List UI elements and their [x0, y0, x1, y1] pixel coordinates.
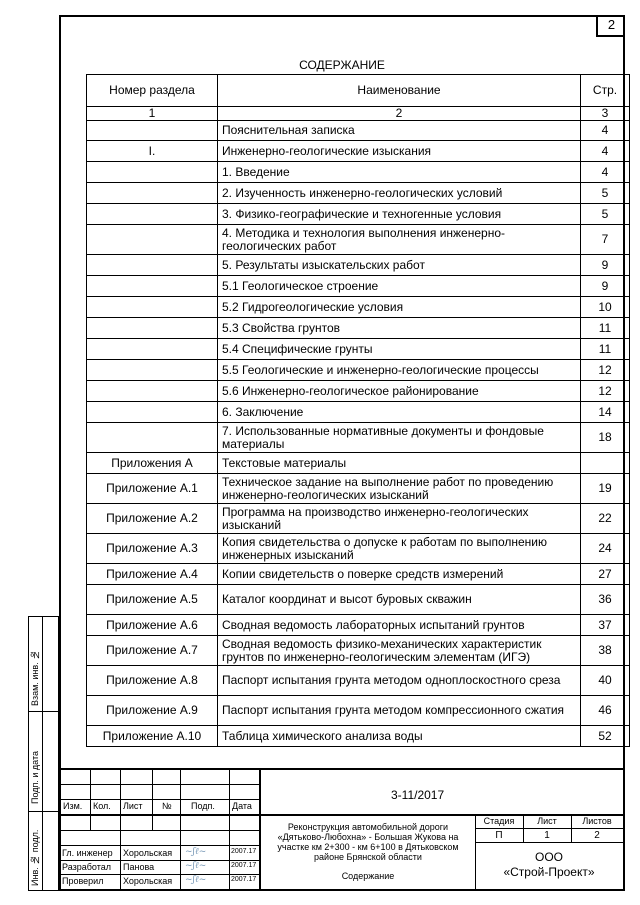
row-section: Приложения А — [87, 453, 218, 474]
row-name: Копия свидетельства о допуске к работам по выполнению инженерных изысканий — [218, 534, 581, 564]
contents-table — [86, 74, 630, 747]
table-row — [87, 615, 630, 636]
name-chief-engineer: Хорольская — [123, 848, 173, 858]
row-section — [87, 276, 218, 297]
row-name: Сводная ведомость лабораторных испытаний грунтов — [218, 615, 581, 636]
table-row — [87, 402, 630, 423]
col-izm: Изм. — [63, 801, 83, 811]
row-section: Приложение А.10 — [87, 726, 218, 747]
row-name: 5.5 Геологические и инженерно-геологические процессы — [218, 360, 581, 381]
row-page: 11 — [581, 318, 630, 339]
table-row — [87, 636, 630, 666]
row-page: 52 — [581, 726, 630, 747]
row-section — [87, 183, 218, 204]
table-row — [87, 381, 630, 402]
row-page: 27 — [581, 564, 630, 585]
row-page: 22 — [581, 504, 630, 534]
header-name: Наименование — [218, 75, 581, 107]
company-line1: ООО — [534, 850, 563, 864]
row-page: 40 — [581, 666, 630, 696]
row-section — [87, 360, 218, 381]
side-label-sign-date: Подп. и дата — [30, 750, 40, 804]
side-label-inventory: Инв. № подл. — [30, 829, 40, 886]
row-page: 4 — [581, 162, 630, 183]
row-section — [87, 423, 218, 453]
row-section: Приложение А.7 — [87, 636, 218, 666]
table-row — [87, 162, 630, 183]
row-page: 7 — [581, 225, 630, 255]
row-name: 5.3 Свойства грунтов — [218, 318, 581, 339]
row-name: 5.2 Гидрогеологические условия — [218, 297, 581, 318]
row-page: 24 — [581, 534, 630, 564]
row-section — [87, 225, 218, 255]
row-name: Пояснительная записка — [218, 121, 581, 141]
row-page: 4 — [581, 141, 630, 162]
row-page: 38 — [581, 636, 630, 666]
project-title: Реконструкция автомобильной дороги «Дятьково-Любохна» - Большая Жукова на участке км 2+300 - км 6+100 в Дятьковском районе Брянской области — [277, 822, 459, 862]
signature-2: ~ʃℓ~ — [185, 861, 207, 871]
index-2: 2 — [218, 107, 581, 121]
sheet-number: 2 — [596, 15, 625, 37]
row-page: 12 — [581, 360, 630, 381]
col-list: Лист — [123, 801, 143, 811]
table-row — [87, 339, 630, 360]
row-section: Приложение А.3 — [87, 534, 218, 564]
row-name: Паспорт испытания грунта методом одноплоскостного среза — [218, 666, 581, 696]
row-section — [87, 297, 218, 318]
sheet-label: Лист — [537, 816, 557, 826]
stage-label: Стадия — [483, 816, 515, 826]
row-section: Приложение А.4 — [87, 564, 218, 585]
row-page: 14 — [581, 402, 630, 423]
row-name: 5.6 Инженерно-геологическое районирование — [218, 381, 581, 402]
table-row — [87, 453, 630, 474]
row-name: 5.1 Геологическое строение — [218, 276, 581, 297]
row-name: 1. Введение — [218, 162, 581, 183]
page-title: СОДЕРЖАНИЕ — [299, 58, 385, 72]
row-name: 2. Изученность инженерно-геологических условий — [218, 183, 581, 204]
row-name: 3. Физико-географические и техногенные условия — [218, 204, 581, 225]
table-row — [87, 726, 630, 747]
row-section — [87, 255, 218, 276]
row-page — [581, 453, 630, 474]
row-section — [87, 381, 218, 402]
table-row — [87, 360, 630, 381]
row-page: 46 — [581, 696, 630, 726]
role-developer: Разработал — [62, 862, 111, 872]
row-page: 11 — [581, 339, 630, 360]
row-section — [87, 318, 218, 339]
table-row — [87, 534, 630, 564]
row-section — [87, 162, 218, 183]
table-row — [87, 696, 630, 726]
col-kol: Кол. — [93, 801, 111, 811]
document-code: 3-11/2017 — [391, 788, 445, 802]
row-name: Сводная ведомость физико-механических характеристик грунтов по инженерно-геологическим элементам (ИГЭ) — [218, 636, 581, 666]
row-page: 9 — [581, 276, 630, 297]
row-name: Таблица химического анализа воды — [218, 726, 581, 747]
row-name: Текстовые материалы — [218, 453, 581, 474]
row-name: Инженерно-геологические изыскания — [218, 141, 581, 162]
stage-value: П — [495, 830, 503, 841]
date-checker: 2007.17 — [231, 876, 257, 883]
table-row — [87, 225, 630, 255]
date-chief-engineer: 2007.17 — [231, 848, 257, 855]
table-index-row — [87, 107, 630, 121]
index-1: 1 — [87, 107, 218, 121]
row-section — [87, 121, 218, 141]
table-row — [87, 183, 630, 204]
row-name: 4. Методика и технология выполнения инженерно-геологических работ — [218, 225, 581, 255]
table-row — [87, 255, 630, 276]
index-3: 3 — [581, 107, 630, 121]
table-row — [87, 318, 630, 339]
row-section: Приложение А.8 — [87, 666, 218, 696]
row-page: 5 — [581, 183, 630, 204]
row-section: Приложение А.6 — [87, 615, 218, 636]
sheet-value: 1 — [544, 830, 550, 841]
row-section — [87, 204, 218, 225]
table-row — [87, 585, 630, 615]
row-page: 19 — [581, 474, 630, 504]
row-section — [87, 402, 218, 423]
row-page: 4 — [581, 121, 630, 141]
row-name: Программа на производство инженерно-геологических изысканий — [218, 504, 581, 534]
row-name: 6. Заключение — [218, 402, 581, 423]
col-num: № — [162, 801, 172, 811]
row-page: 37 — [581, 615, 630, 636]
company-line2: «Строй-Проект» — [503, 865, 595, 879]
row-section: Приложение А.5 — [87, 585, 218, 615]
row-page: 18 — [581, 423, 630, 453]
left-strip — [28, 616, 59, 891]
row-page: 36 — [581, 585, 630, 615]
doc-name: Содержание — [341, 871, 395, 881]
row-page: 9 — [581, 255, 630, 276]
row-name: 5.4 Специфические грунты — [218, 339, 581, 360]
col-podp: Подп. — [191, 801, 215, 811]
row-section: Приложение А.9 — [87, 696, 218, 726]
col-date: Дата — [232, 801, 252, 811]
row-section: I. — [87, 141, 218, 162]
role-checker: Проверил — [62, 876, 104, 886]
side-label-replace: Взам. инв. № — [30, 649, 40, 706]
name-checker: Хорольская — [123, 876, 173, 886]
table-row — [87, 204, 630, 225]
signature-3: ~ʃℓ~ — [185, 875, 207, 885]
row-name: Техническое задание на выполнение работ по проведению инженерно-геологических изысканий — [218, 474, 581, 504]
row-section: Приложение А.2 — [87, 504, 218, 534]
row-name: Паспорт испытания грунта методом компрессионного сжатия — [218, 696, 581, 726]
sheets-value: 2 — [594, 830, 600, 841]
table-row — [87, 276, 630, 297]
role-chief-engineer: Гл. инженер — [62, 848, 113, 858]
row-name: Каталог координат и высот буровых скважин — [218, 585, 581, 615]
table-header-row — [87, 75, 630, 107]
row-name: 5. Результаты изыскательских работ — [218, 255, 581, 276]
date-developer: 2007.17 — [231, 862, 257, 869]
title-block — [61, 768, 623, 889]
row-name: Копии свидетельств о поверке средств измерений — [218, 564, 581, 585]
table-row — [87, 121, 630, 141]
row-page: 12 — [581, 381, 630, 402]
table-row — [87, 423, 630, 453]
header-section: Номер раздела — [87, 75, 218, 107]
row-section: Приложение А.1 — [87, 474, 218, 504]
table-row — [87, 141, 630, 162]
row-page: 5 — [581, 204, 630, 225]
row-name: 7. Использованные нормативные документы и фондовые материалы — [218, 423, 581, 453]
table-row — [87, 297, 630, 318]
sheets-label: Листов — [582, 816, 612, 826]
name-developer: Панова — [123, 862, 155, 872]
signature-1: ~ʃℓ~ — [185, 847, 207, 857]
header-page: Стр. — [581, 75, 630, 107]
table-row — [87, 504, 630, 534]
row-page: 10 — [581, 297, 630, 318]
table-row — [87, 666, 630, 696]
table-row — [87, 564, 630, 585]
row-section — [87, 339, 218, 360]
table-row — [87, 474, 630, 504]
